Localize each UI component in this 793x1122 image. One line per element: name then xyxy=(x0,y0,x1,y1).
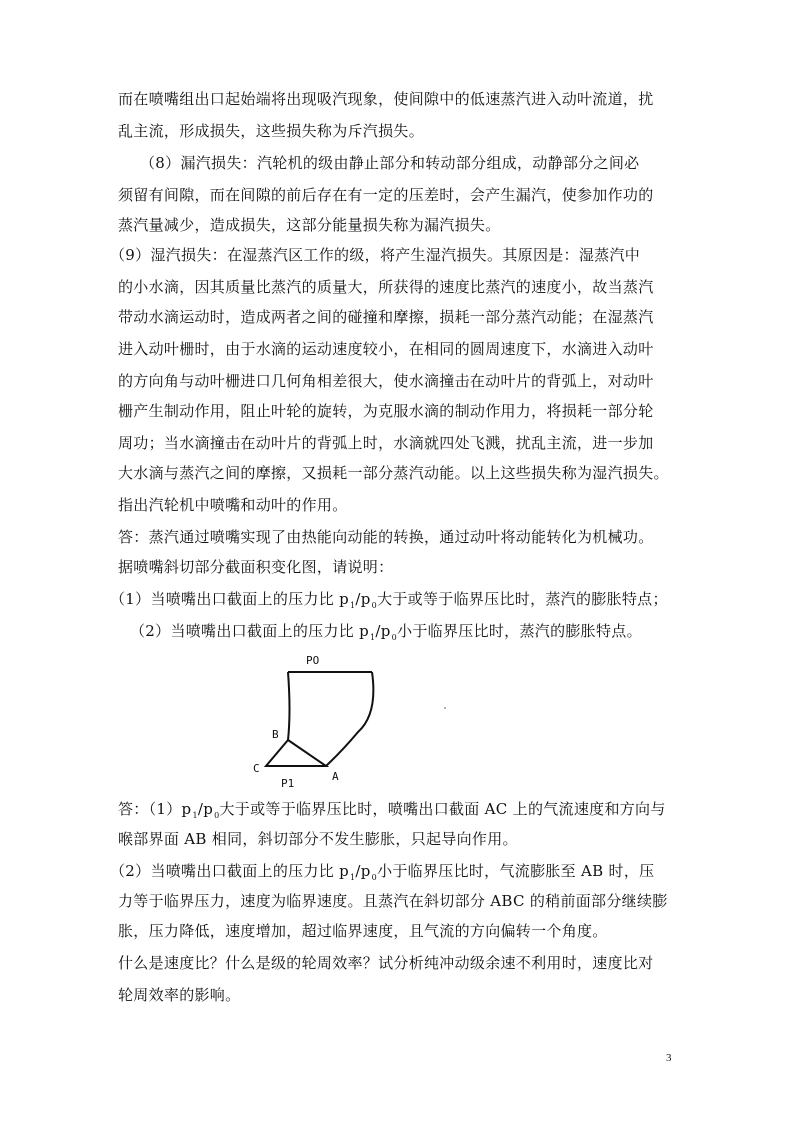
nozzle-wall-right xyxy=(326,672,373,766)
paragraph-line: 蒸汽量减少，造成损失，这部分能量损失称为漏汽损失。 xyxy=(118,216,501,234)
sub-question-1: （1）当喷嘴出口截面上的压力比 $p_1/p_0$大于或等于临界压比时，蒸汽的膨胀特点； xyxy=(110,590,668,610)
label-p0: PO xyxy=(306,654,320,667)
paragraph-line: （9）湿汽损失：在湿蒸汽区工作的级，将产生湿汽损失。其原因是：湿蒸汽中 xyxy=(110,246,641,264)
answer-2: （2）当喷嘴出口截面上的压力比 $p_1/p_0$小于临界压比时，气流膨胀至 AB 时，压 xyxy=(110,862,655,882)
paragraph-line: 栅产生制动作用，阻止叶轮的旋转，为克服水滴的制动作用力，将损耗一部分轮 xyxy=(118,402,654,420)
answer-line: 力等于临界压力，速度为临界速度。且蒸汽在斜切部分 ABC 的稍前面部分继续膨 xyxy=(118,892,668,910)
paragraph-line: （8）漏汽损失：汽轮机的级由静止部分和转动部分组成，动静部分之间必 xyxy=(140,154,640,172)
answer-line: 喉部界面 AB 相同，斜切部分不发生膨胀，只起导向作用。 xyxy=(118,830,518,848)
sub-question-2: （2）当喷嘴出口截面上的压力比 $p_1/p_0$小于临界压比时，蒸汽的膨胀特点。 xyxy=(130,622,642,642)
label-b: B xyxy=(272,728,279,741)
stray-dot xyxy=(444,707,446,709)
question-line: 轮周效率的影响。 xyxy=(118,986,241,1004)
paragraph-line: 的方向角与动叶栅进口几何角相差很大，使水滴撞击在动叶片的背弧上，对动叶 xyxy=(118,372,654,390)
answer-line: 胀，压力降低，速度增加，超过临界速度，且气流的方向偏转一个角度。 xyxy=(118,922,608,940)
label-a: A xyxy=(332,770,339,783)
paragraph-line: 进入动叶栅时，由于水滴的运动速度较小，在相同的圆周速度下，水滴进入动叶 xyxy=(118,340,654,358)
oblique-section-abc xyxy=(266,740,326,766)
question-line: 什么是速度比？什么是级的轮周效率？试分析纯冲动级余速不利用时，速度比对 xyxy=(118,954,654,972)
label-c: C xyxy=(253,762,260,775)
answer-1: 答：$(1)p_1/p_0$大于或等于临界压比时，喷嘴出口截面 AC 上的气流速度和方向与 xyxy=(118,800,666,820)
paragraph-line: 而在喷嘴组出口起始端将出现吸汽现象，使间隙中的低速蒸汽进入动叶流道，扰 xyxy=(118,90,654,108)
page-number: 3 xyxy=(666,1052,672,1064)
answer-line: 答：蒸汽通过喷嘴实现了由热能向动能的转换，通过动叶将动能转化为机械功。 xyxy=(118,528,654,546)
paragraph-line: 须留有间隙，而在间隙的前后存在有一定的压差时，会产生漏汽，使参加作功的 xyxy=(118,186,654,204)
paragraph-line: 周功；当水滴撞击在动叶片的背弧上时，水滴就四处飞溅，扰乱主流，进一步加 xyxy=(118,434,654,452)
nozzle-oblique-section-diagram xyxy=(248,652,458,792)
paragraph-line: 大水滴与蒸汽之间的摩擦，又损耗一部分蒸汽动能。以上这些损失称为湿汽损失。 xyxy=(118,464,669,482)
label-p1: P1 xyxy=(281,777,295,790)
paragraph-line: 带动水滴运动时，造成两者之间的碰撞和摩擦，损耗一部分蒸汽动能；在湿蒸汽 xyxy=(118,308,654,326)
question-line: 指出汽轮机中喷嘴和动叶的作用。 xyxy=(118,496,348,514)
paragraph-line: 乱主流，形成损失，这些损失称为斥汽损失。 xyxy=(118,122,425,140)
paragraph-line: 的小水滴，因其质量比蒸汽的质量大，所获得的速度比蒸汽的速度小，故当蒸汽 xyxy=(118,278,654,296)
question-line: 据喷嘴斜切部分截面积变化图，请说明： xyxy=(118,558,394,576)
nozzle-wall-left xyxy=(288,672,290,740)
